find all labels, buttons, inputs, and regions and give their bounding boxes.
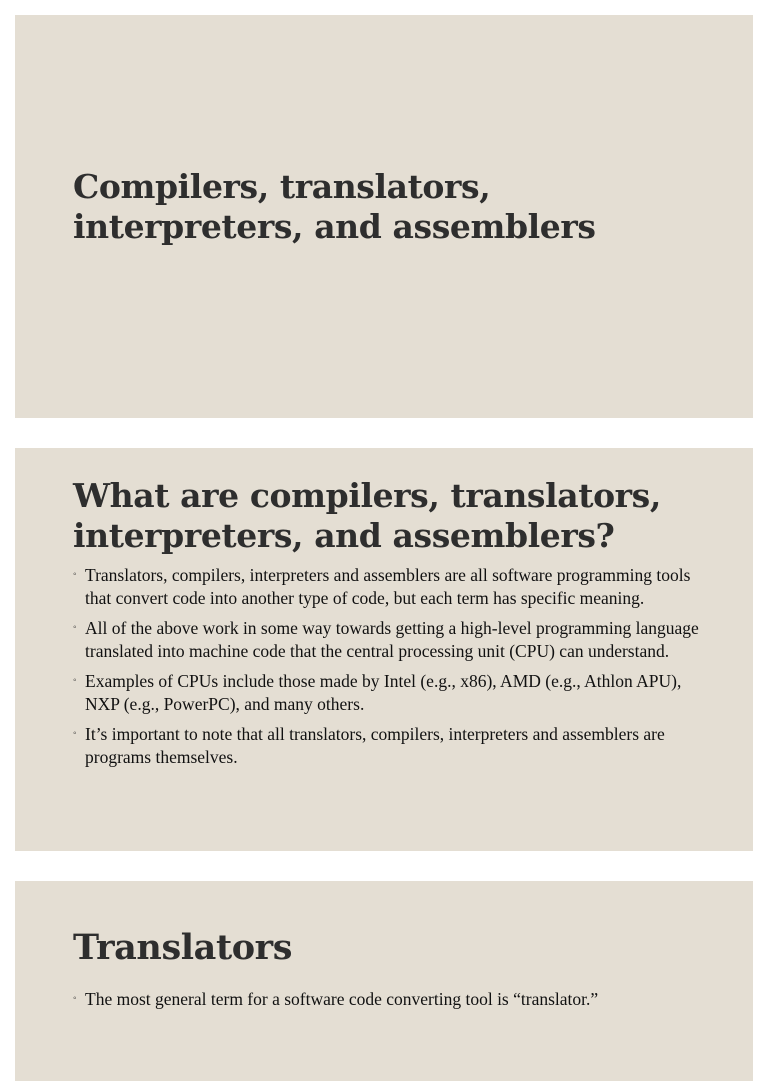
bullet-item xyxy=(73,670,713,716)
slide-heading: What are compilers, translators, interpreters, and assemblers? xyxy=(73,476,661,555)
bullet-marker-icon: ◦ xyxy=(73,993,77,1004)
bullet-text: All of the above work in some way towards getting a high-level programming language translated into machine code that the central processing unit (CPU) can understand. xyxy=(85,618,699,661)
slide-title-heading: Compilers, translators, interpreters, and assemblers xyxy=(73,167,596,246)
bullet-marker-icon: ◦ xyxy=(73,675,77,686)
slide-title xyxy=(15,15,753,418)
bullet-list xyxy=(73,988,713,1018)
bullet-marker-icon: ◦ xyxy=(73,622,77,633)
slide-heading: Translators xyxy=(73,927,292,968)
bullet-item xyxy=(73,617,713,663)
bullet-marker-icon: ◦ xyxy=(73,728,77,739)
bullet-item xyxy=(73,564,713,610)
slide-translators xyxy=(15,881,753,1081)
bullet-text: Examples of CPUs include those made by Intel (e.g., x86), AMD (e.g., Athlon APU), NXP (e.g., PowerPC), and many others. xyxy=(85,671,682,714)
slide-what-are xyxy=(15,448,753,851)
bullet-marker-icon: ◦ xyxy=(73,569,77,580)
bullet-list xyxy=(73,564,713,776)
bullet-text: The most general term for a software code converting tool is “translator.” xyxy=(85,989,599,1009)
bullet-item xyxy=(73,723,713,769)
bullet-item xyxy=(73,988,713,1011)
bullet-text: Translators, compilers, interpreters and assemblers are all software programming tools that convert code into another type of code, but each term has specific meaning. xyxy=(85,565,691,608)
bullet-text: It’s important to note that all translators, compilers, interpreters and assemblers are programs themselves. xyxy=(85,724,665,767)
